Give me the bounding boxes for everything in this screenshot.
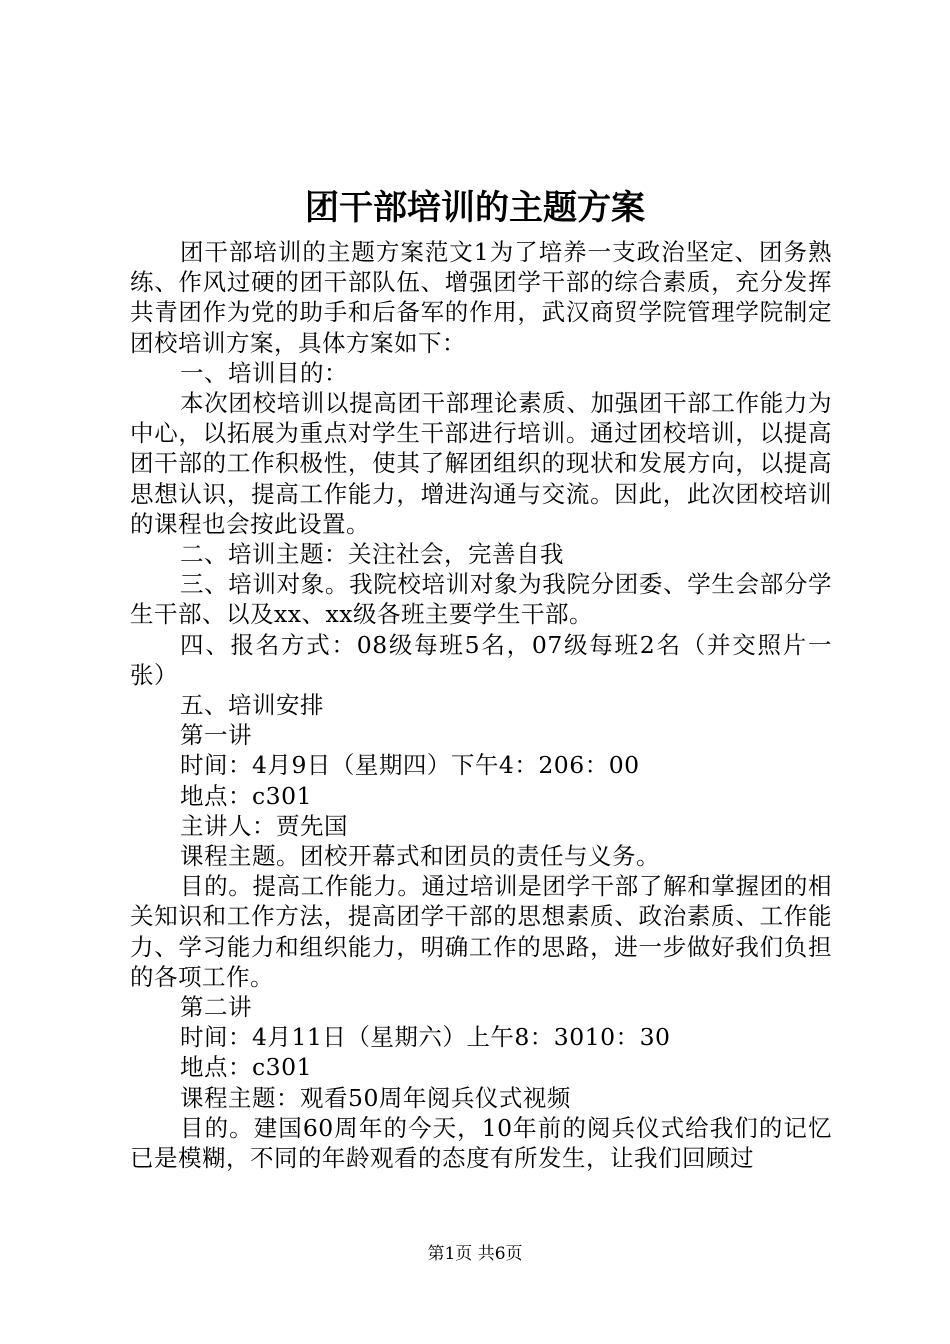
lecture-2-topic: 课程主题：观看50周年阅兵仪式视频 xyxy=(180,1083,571,1112)
heading-training-purpose: 一、培训目的： xyxy=(180,358,348,387)
paragraph-training-target: 三、培训对象。我院校培训对象为我院分团委、学生会部分学生干部、以及xx、xx级各班主要学生干部。 xyxy=(130,570,832,629)
lecture-2-time: 时间：4月11日（星期六）上午8：3010：30 xyxy=(180,1023,671,1052)
lecture-2-goal: 目的。建国60周年的今天，10年前的阅兵仪式给我们的记忆已是模糊，不同的年龄观看的态度有所发生，让我们回顾过 xyxy=(130,1113,832,1173)
paragraph-intro: 团干部培训的主题方案范文1为了培养一支政治坚定、团务熟练、作风过硬的团干部队伍、增强团学干部的综合素质，充分发挥共青团作为党的助手和后备军的作用，武汉商贸学院管理学院制定团校培训方案，具体方案如下： xyxy=(130,238,832,357)
document-title: 团干部培训的主题方案 xyxy=(305,188,645,228)
page-number-footer: 第1页 共6页 xyxy=(427,1244,523,1264)
lecture-1-time: 时间：4月9日（星期四）下午4：206：00 xyxy=(180,751,640,780)
lecture-1-topic: 课程主题。团校开幕式和团员的责任与义务。 xyxy=(180,842,660,871)
lecture-1-heading: 第一讲 xyxy=(180,721,252,750)
document-body xyxy=(130,237,832,1173)
lecture-1-location: 地点：c301 xyxy=(180,781,313,810)
paragraph-training-purpose: 本次团校培训以提高团干部理论素质、加强团干部工作能力为中心，以拓展为重点对学生干部进行培训。通过团校培训，以提高团干部的工作积极性，使其了解团组织的现状和发展方向，以提高思想认识，提高工作能力，增进沟通与交流。因此，此次团校培训的课程也会按此设置。 xyxy=(130,389,832,538)
lecture-2-heading: 第二讲 xyxy=(180,993,252,1022)
heading-training-schedule: 五、培训安排 xyxy=(180,691,324,720)
lecture-2-location: 地点：c301 xyxy=(180,1053,313,1082)
lecture-1-goal: 目的。提高工作能力。通过培训是团学干部了解和掌握团的相关知识和工作方法，提高团学干部的思想素质、政治素质、工作能力、学习能力和组织能力，明确工作的思路，进一步做好我们负担的各项工作。 xyxy=(130,872,832,991)
paragraph-registration: 四、报名方式：08级每班5名，07级每班2名（并交照片一张） xyxy=(130,630,832,689)
lecture-1-speaker: 主讲人：贾先国 xyxy=(180,811,348,840)
heading-training-theme: 二、培训主题：关注社会，完善自我 xyxy=(180,540,564,569)
